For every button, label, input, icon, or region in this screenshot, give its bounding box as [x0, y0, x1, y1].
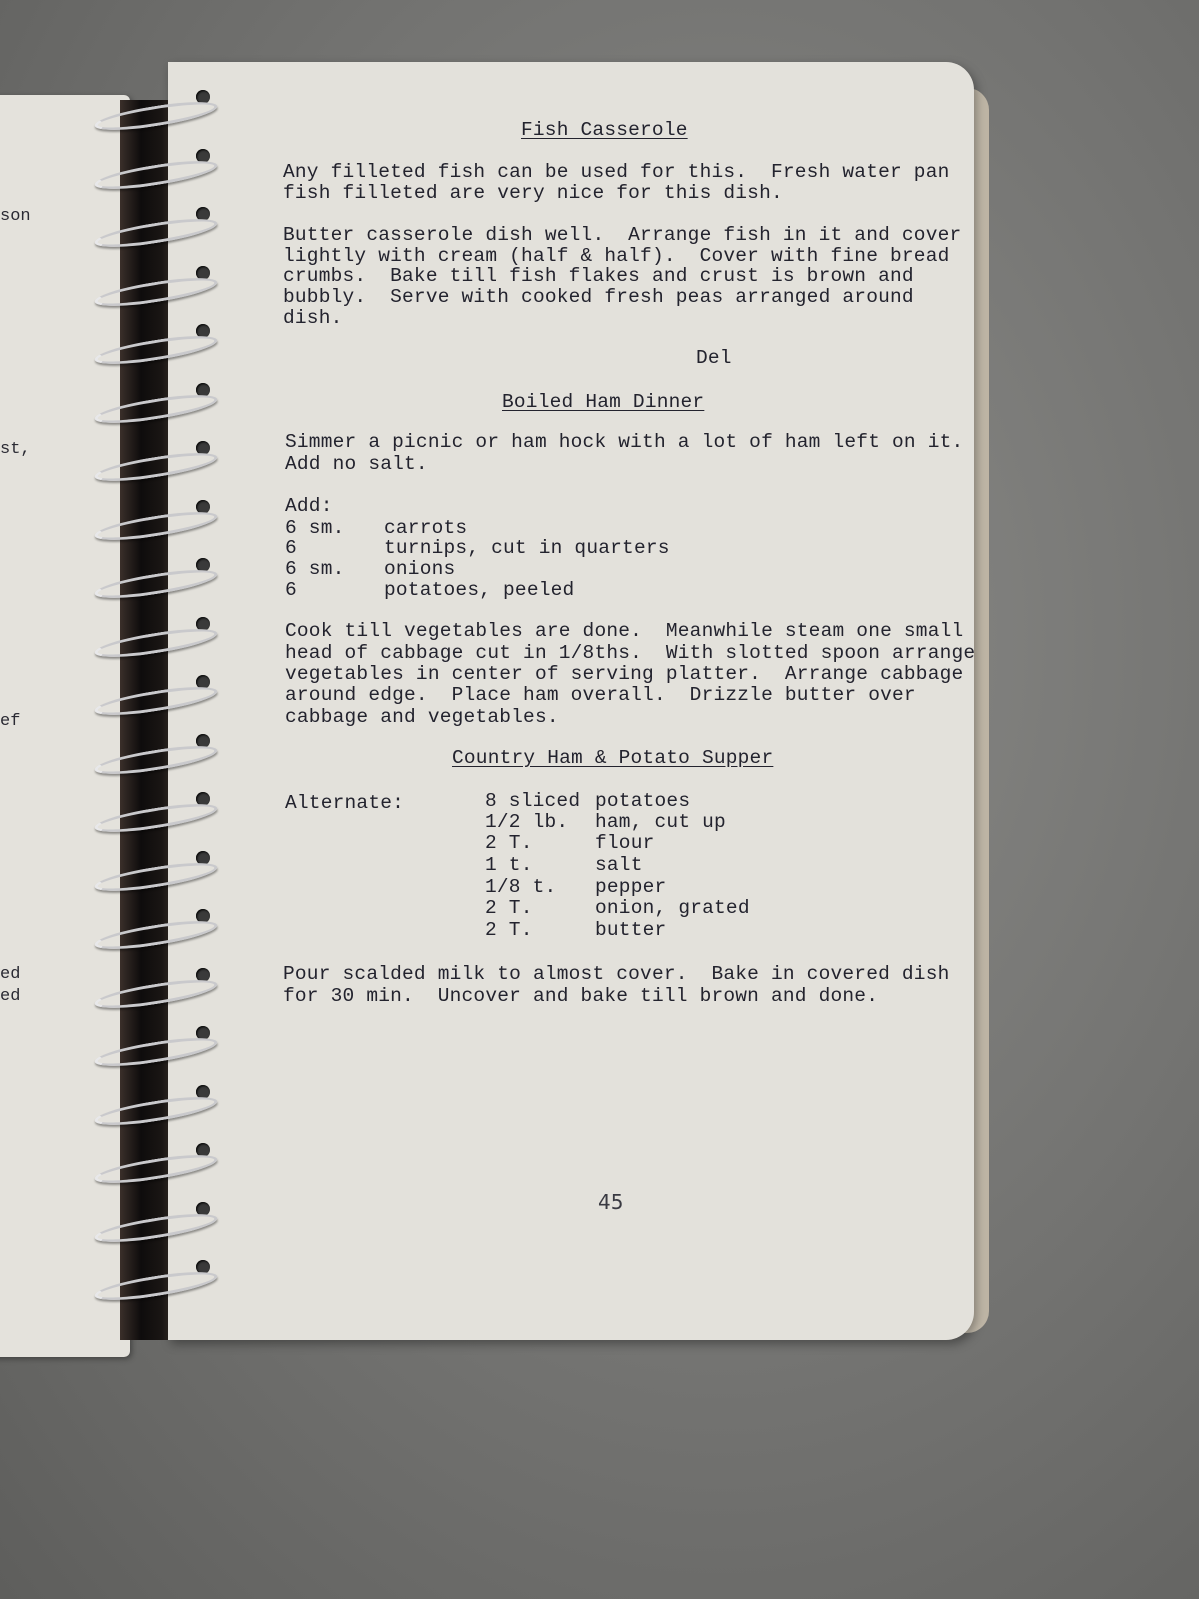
ingredient-item: flour — [595, 832, 655, 854]
ingredient-qty: 2 T. — [485, 832, 533, 854]
ingredient-item: butter — [595, 919, 667, 941]
recipe-text: Pour scalded milk to almost cover. Bake in covered dish — [283, 963, 950, 985]
left-page-fragment: ed — [0, 965, 21, 984]
recipe-title-boiled-ham-dinner: Boiled Ham Dinner — [502, 391, 705, 413]
ingredient-item: onion, grated — [595, 897, 750, 919]
ingredient-qty: 6 sm. — [285, 558, 345, 580]
recipe-text: for 30 min. Uncover and bake till brown and done. — [283, 985, 879, 1007]
recipe-text: bubbly. Serve with cooked fresh peas arranged around — [283, 286, 914, 308]
ingredient-item: pepper — [595, 876, 667, 898]
ingredient-qty: 1 t. — [485, 854, 533, 876]
ingredient-item: potatoes, peeled — [384, 579, 575, 601]
left-page-fragment: son — [0, 207, 31, 226]
recipe-text: Simmer a picnic or ham hock with a lot of ham left on it. — [285, 431, 964, 453]
ingredient-item: turnips, cut in quarters — [384, 537, 670, 559]
recipe-text: Add no salt. — [285, 453, 428, 475]
ingredient-label: Alternate: — [285, 792, 405, 814]
recipe-text: crumbs. Bake till fish flakes and crust is brown and — [283, 265, 914, 287]
recipe-text: around edge. Place ham overall. Drizzle butter over — [285, 684, 916, 706]
recipe-title-fish-casserole: Fish Casserole — [521, 119, 688, 141]
ingredient-qty: 8 sliced — [485, 790, 581, 812]
recipe-text: fish filleted are very nice for this dish. — [283, 182, 783, 204]
ingredient-item: salt — [595, 854, 643, 876]
ingredient-item: potatoes — [595, 790, 691, 812]
ingredient-qty: 6 — [285, 537, 297, 559]
ingredient-item: carrots — [384, 517, 468, 539]
left-page — [0, 95, 130, 1357]
recipe-text: Any filleted fish can be used for this. Fresh water pan — [283, 161, 950, 183]
left-page-fragment: ed — [0, 987, 21, 1006]
left-page-fragment: ef — [0, 712, 21, 731]
recipe-text: head of cabbage cut in 1/8ths. With slotted spoon arrange — [285, 642, 976, 664]
ingredient-qty: 1/2 lb. — [485, 811, 569, 833]
ingredient-label: Add: — [285, 495, 333, 517]
ingredient-qty: 6 — [285, 579, 297, 601]
recipe-text: Cook till vegetables are done. Meanwhile steam one small — [285, 620, 964, 642]
recipe-text: Butter casserole dish well. Arrange fish in it and cover — [283, 224, 962, 246]
ingredient-item: ham, cut up — [595, 811, 726, 833]
ingredient-qty: 1/8 t. — [485, 876, 557, 898]
recipe-text: dish. — [283, 307, 343, 329]
page-number: 45 — [598, 1190, 624, 1214]
recipe-text: vegetables in center of serving platter. Arrange cabbage — [285, 663, 964, 685]
ingredient-qty: 2 T. — [485, 919, 533, 941]
recipe-text: cabbage and vegetables. — [285, 706, 559, 728]
left-page-fragment: st, — [0, 440, 31, 459]
ingredient-qty: 6 sm. — [285, 517, 345, 539]
ingredient-item: onions — [384, 558, 456, 580]
recipe-title-country-ham-potato-supper: Country Ham & Potato Supper — [452, 747, 774, 769]
recipe-text: lightly with cream (half & half). Cover with fine bread — [283, 245, 950, 267]
ingredient-qty: 2 T. — [485, 897, 533, 919]
recipe-author: Del — [696, 347, 732, 369]
